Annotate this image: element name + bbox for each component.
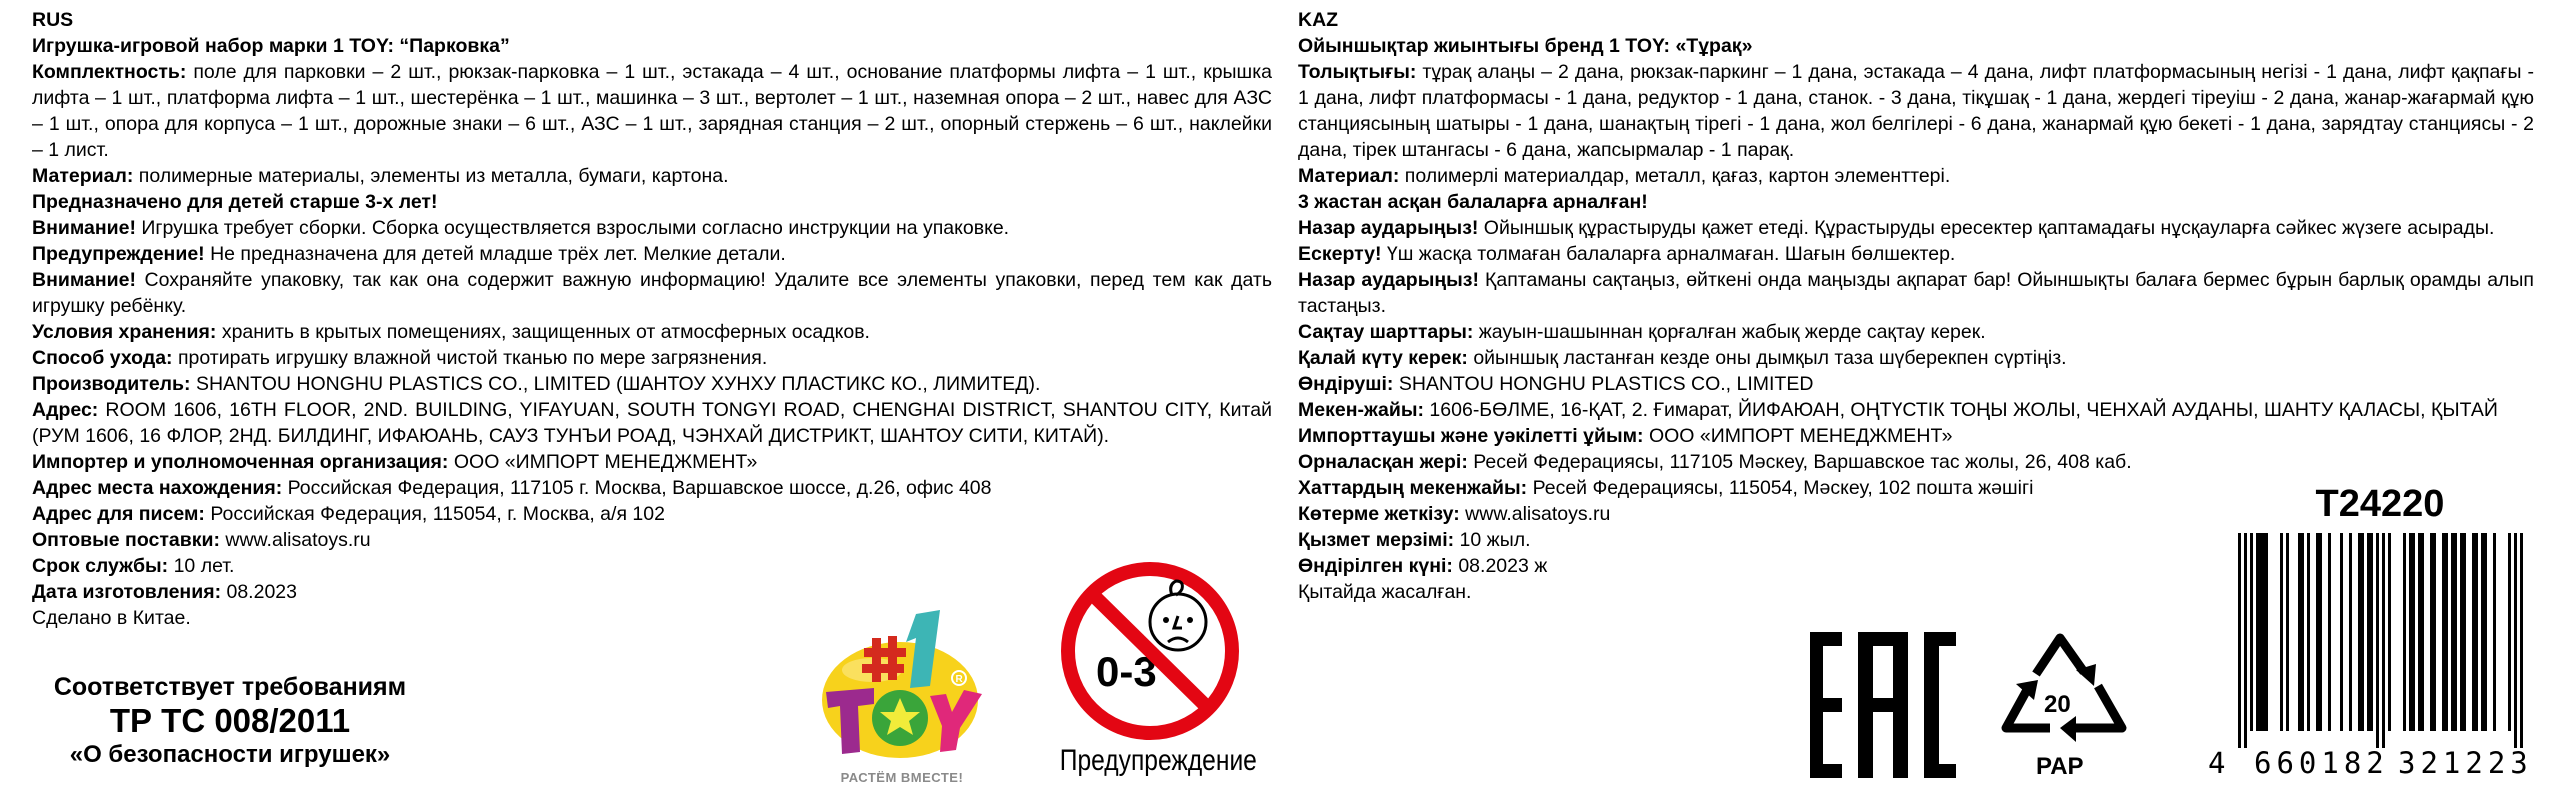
rus-product-title: Игрушка-игровой набор марки 1 TOY: “Парковка” [32, 35, 510, 57]
eac-mark [1810, 632, 1956, 778]
info-text: 10 жыл. [1454, 529, 1531, 551]
info-line [1298, 163, 2534, 189]
info-line [1298, 449, 2534, 475]
svg-text:20: 20 [2044, 691, 2071, 718]
info-label: Условия хранения: [32, 321, 217, 343]
info-label: Внимание! [32, 217, 136, 239]
kaz-product-title: Ойыншықтар жиынтығы бренд 1 TOY: «Тұрақ» [1298, 35, 1753, 57]
info-line [1298, 397, 2534, 423]
certification-line3: «О безопасности игрушек» [69, 741, 391, 768]
info-text: 1606-БӨЛМЕ, 16-ҚАТ, 2. Ғимарат, ЙИФАЮАН, ОҢТҮСТІК ТОҢЫ ЖОЛЫ, ЧЕНХАЙ АУДАНЫ, ШАНТУ ҚАЛАСЫ, ҚЫТАЙ [1424, 399, 2498, 421]
info-label: Назар аударыңыз! [1298, 217, 1479, 239]
info-line [1298, 345, 2534, 371]
info-line [32, 449, 1272, 475]
info-line [1298, 371, 2534, 397]
recycling-icon [1998, 628, 2130, 780]
eac-icon [1810, 632, 1956, 778]
info-label: Назар аударыңыз! [1298, 269, 1479, 291]
info-text: поле для парковки – 2 шт., рюкзак-парковка – 1 шт., эстакада – 4 шт., основание платформы лифта – 1 шт., крышка лифта – 1 шт., платформа лифта – 1 шт., шестерёнка – 1 шт., машинка – 3 шт., вертолет – 1 шт., наземная опора – 2 шт., навес для АЗС – 1 шт., опора для корпуса – 1 шт., дорожные знаки – 6 шт., АЗС – 1 шт., зарядная станция – 2 шт., опорный стержень – 6 шт., наклейки – 1 лист. [32, 61, 1272, 161]
info-line [1298, 319, 2534, 345]
info-text: ROOM 1606, 16TH FLOOR, 2ND. BUILDING, YIFAYUAN, SOUTH TONGYI ROAD, CHENGHAI DISTRICT, SHANTOU CITY, Китай (РУМ 1606, 16 ФЛОР, 2НД. БИЛДИНГ, ИФАЮАНЬ, САУЗ ТУНЪИ РОАД, ЧЭНХАЙ ДИСТРИКТ, ШАНТОУ СИТИ, КИТАЙ). [32, 399, 1272, 447]
info-text: тұрақ алаңы – 2 дана, рюкзак-паркинг – 1 дана, эстакада – 4 дана, лифт платформасының негізі - 1 дана, лифт қақпағы - 1 дана, лифт платформасы - 1 дана, редуктор - 1 дана, станок. - 3 дана, тікұшақ - 1 дана, жердегі тіреуіш - 2 дана, жанар-жағармай құю станциясының шатыры - 1 дана, шанақтың тірегі - 1 дана, жол белгілері - 6 дана, жанармай құю бекеті - 1 дана, зарядтау станциясы - 2 дана, тірек штангасы - 6 дана, жапсырмалар - 1 парақ. [1298, 61, 2534, 161]
info-label: Ескерту! [1298, 243, 1382, 265]
svg-text:PAP: PAP [2036, 753, 2084, 780]
info-text: SHANTOU HONGHU PLASTICS CO., LIMITED [1393, 373, 1814, 395]
info-text: ООО «ИМПОРТ МЕНЕДЖМЕНТ» [1643, 425, 1953, 447]
info-text: www.alisatoys.ru [1459, 503, 1611, 525]
info-line [1298, 215, 2534, 241]
info-line [32, 163, 1272, 189]
svg-text:R: R [955, 674, 963, 685]
rus-column [32, 7, 1272, 631]
info-line [32, 59, 1272, 163]
info-text: Российская Федерация, 115054, г. Москва, а/я 102 [204, 503, 665, 525]
info-label: Дата изготовления: [32, 581, 222, 603]
info-label: Внимание! [32, 269, 136, 291]
info-label: Өндірілген күні: [1298, 555, 1453, 577]
info-label: 3 жастан асқан балаларға арналған! [1298, 191, 1648, 213]
info-line [32, 527, 1272, 553]
info-text: Сохраняйте упаковку, так как она содержит важную информацию! Удалите все элементы упаковки, перед тем как дать игрушку ребёнку. [32, 269, 1272, 317]
info-label: Импорттаушы және уәкілетті ұйым: [1298, 425, 1644, 447]
brand-logo-1toy [812, 600, 992, 800]
info-line [1298, 241, 2534, 267]
info-line [1298, 59, 2534, 163]
info-line [1298, 267, 2534, 319]
svg-text:0-3: 0-3 [1096, 648, 1157, 695]
info-label: Оптовые поставки: [32, 529, 220, 551]
info-text: 08.2023 [221, 581, 297, 603]
info-line [32, 267, 1272, 319]
info-line [32, 345, 1272, 371]
info-label: Мекен-жайы: [1298, 399, 1425, 421]
info-line [32, 371, 1272, 397]
info-label: Өндіруші: [1298, 373, 1394, 395]
info-line [32, 475, 1272, 501]
info-label: Сақтау шарттары: [1298, 321, 1474, 343]
article-code: T24220 [2315, 483, 2445, 525]
age-warning-sign [1050, 556, 1257, 806]
certification-standard: ТР ТС 008/2011 [109, 702, 351, 739]
info-text: хранить в крытых помещениях, защищенных от атмосферных осадков. [216, 321, 870, 343]
info-text: полимерлі материалдар, металл, қағаз, картон элементтері. [1399, 165, 1951, 187]
info-label: Срок службы: [32, 555, 169, 577]
info-line [32, 501, 1272, 527]
info-text: Российская Федерация, 117105 г. Москва, Варшавское шоссе, д.26, офис 408 [282, 477, 992, 499]
info-label: Предназначено для детей старше 3-х лет! [32, 191, 438, 213]
barcode-bars-icon [2208, 533, 2548, 748]
info-text: ООО «ИМПОРТ МЕНЕДЖМЕНТ» [448, 451, 758, 473]
info-text: SHANTOU HONGHU PLASTICS CO., LIMITED (ШАНТОУ ХУНХУ ПЛАСТИКС КО., ЛИМИТЕД). [190, 373, 1041, 395]
info-text: Қаптаманы сақтаңыз, өйткені онда маңызды ақпарат бар! Ойыншықты балаға бермес бұрын барлық орамды алып тастаңыз. [1298, 269, 2534, 317]
info-line [1298, 189, 2534, 215]
brand-slogan: РАСТЁМ ВМЕСТЕ! [840, 770, 964, 785]
info-line [1298, 423, 2534, 449]
info-text: www.alisatoys.ru [219, 529, 371, 551]
barcode-digits [2208, 743, 2548, 783]
info-label: Көтерме жеткізу: [1298, 503, 1460, 525]
info-text: протирать игрушку влажной чистой тканью по мере загрязнения. [172, 347, 768, 369]
info-text: полимерные материалы, элементы из металла, бумаги, картона. [133, 165, 729, 187]
info-text: Ресей Федерациясы, 115054, Мәскеу, 102 пошта жәшігі [1527, 477, 2034, 499]
info-line [32, 319, 1272, 345]
info-label: Предупреждение! [32, 243, 205, 265]
brand-logo-icon [812, 600, 992, 770]
info-text: жауын-шашыннан қорғалған жабық жерде сақтау керек. [1473, 321, 1986, 343]
info-text: Ресей Федерациясы, 117105 Мәскеу, Варшавское тас жолы, 26, 408 каб. [1467, 451, 2132, 473]
certification-block [30, 672, 430, 770]
info-text: ойыншық ластанған кезде оны дымқыл таза шүберекпен сүртіңіз. [1467, 347, 2067, 369]
info-line [32, 189, 1272, 215]
info-label: Комплектность: [32, 61, 187, 83]
info-label: Қалай күту керек: [1298, 347, 1468, 369]
info-label: Способ ухода: [32, 347, 173, 369]
recycling-symbol [1998, 628, 2130, 780]
info-label: Толықтығы: [1298, 61, 1417, 83]
info-text: Игрушка требует сборки. Сборка осуществляется взрослыми согласно инструкции на упаковке. [135, 217, 1010, 239]
info-label: Производитель: [32, 373, 191, 395]
info-text: Не предназначена для детей младше трёх лет. Мелкие детали. [204, 243, 786, 265]
rus-lines [32, 59, 1272, 631]
info-label: Адрес: [32, 399, 99, 421]
info-text: Қытайда жасалған. [1298, 581, 1472, 603]
info-line [32, 215, 1272, 241]
info-label: Орналасқан жері: [1298, 451, 1468, 473]
info-label: Материал: [1298, 165, 1400, 187]
rus-lang-label: RUS [32, 9, 74, 31]
certification-line1: Соответствует требованиям [53, 673, 407, 701]
kaz-lang-label: KAZ [1298, 9, 1339, 31]
info-label: Хаттардың мекенжайы: [1298, 477, 1528, 499]
info-text: 10 лет. [168, 555, 235, 577]
no-children-under-3-icon [1050, 556, 1250, 746]
info-text: 08.2023 ж [1452, 555, 1548, 577]
age-warning-caption: Предупреждение [1059, 744, 1257, 777]
barcode-first-digit: 4 [2208, 746, 2226, 780]
info-line [32, 241, 1272, 267]
info-text: Сделано в Китае. [32, 607, 191, 629]
barcode-group2: 321223 [2398, 746, 2533, 780]
info-text: Ойыншық құрастыруды қажет етеді. Құрастыруды ересектер қаптамадағы нұсқауларға сәйкес жүзеге асырады. [1478, 217, 2495, 239]
info-label: Адрес для писем: [32, 503, 205, 525]
info-label: Импортер и уполномоченная организация: [32, 451, 449, 473]
barcode-group1: 660182 [2254, 746, 2389, 780]
info-label: Материал: [32, 165, 134, 187]
info-label: Қызмет мерзімі: [1298, 529, 1455, 551]
info-line [32, 397, 1272, 449]
info-label: Адрес места нахождения: [32, 477, 283, 499]
ean13-barcode [2208, 533, 2548, 793]
info-text: Үш жасқа толмаған балаларға арналмаған. Шағын бөлшектер. [1381, 243, 1956, 265]
